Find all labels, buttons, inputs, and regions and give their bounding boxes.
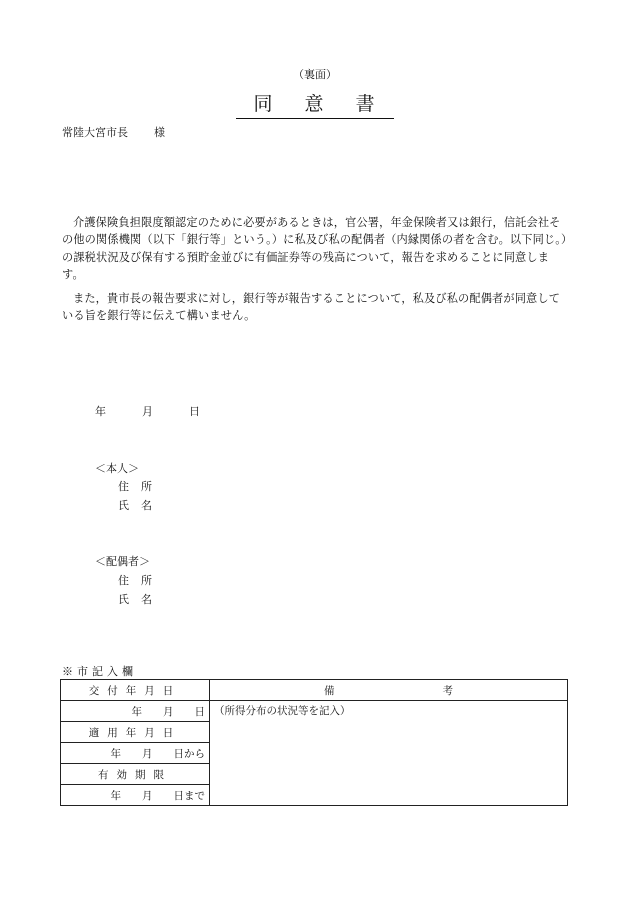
applicant-heading: ＜本人＞ xyxy=(95,462,139,475)
city-section-heading: ※市記入欄 xyxy=(62,665,137,678)
remarks-label-b: 考 xyxy=(442,684,453,697)
addressee xyxy=(62,124,165,140)
issue-date-label: 交付年月日 xyxy=(61,680,210,701)
date-day: 日 xyxy=(189,405,200,418)
apply-date-label: 適用年月日 xyxy=(61,722,210,743)
date-month: 月 xyxy=(142,405,153,418)
title-char-2: 意 xyxy=(304,93,326,115)
table-row xyxy=(61,701,568,722)
remarks-header xyxy=(210,680,568,701)
table-row xyxy=(61,680,568,701)
side-label: （裏面） xyxy=(293,68,337,81)
consent-paragraph-1: 介護保険負担限度額認定のために必要があるときは，官公署，年金保険者又は銀行，信託会社その他の関係機関（以下「銀行等」という。）に私及び私の配偶者（内縁関係の者を含む。以下同じ。）の課税状況及び保有する預貯金並びに有価証券等の残高について，報告を求めることに同意します。 xyxy=(62,216,567,282)
title-char-1: 同 xyxy=(253,93,275,115)
date-year: 年 xyxy=(95,405,106,418)
applicant-address-label: 住所 xyxy=(118,480,164,493)
date-line xyxy=(95,403,200,419)
spouse-address-label: 住所 xyxy=(118,574,164,587)
title-char-3: 書 xyxy=(355,93,377,115)
city-entry-table xyxy=(60,679,568,806)
remarks-field[interactable] xyxy=(210,701,568,806)
document-title xyxy=(0,89,630,119)
spouse-heading: ＜配偶者＞ xyxy=(95,555,150,568)
issue-date-value: 年 月 日 xyxy=(61,701,210,722)
apply-date-value: 年 月 日から xyxy=(61,743,210,764)
remarks-note: （所得分布の状況等を記入） xyxy=(214,705,351,717)
addressee-name: 常陸大宮市長 xyxy=(62,126,128,139)
applicant-name-label: 氏名 xyxy=(118,499,164,512)
spouse-name-label: 氏名 xyxy=(118,593,164,606)
remarks-label-a: 備 xyxy=(324,684,335,697)
consent-paragraph-2: また，貴市長の報告要求に対し，銀行等が報告することについて，私及び私の配偶者が同意している旨を銀行等に伝えて構いません。 xyxy=(62,292,561,323)
addressee-honorific: 様 xyxy=(154,126,165,139)
validity-label: 有効期限 xyxy=(61,764,210,785)
validity-value: 年 月 日まで xyxy=(61,785,210,806)
